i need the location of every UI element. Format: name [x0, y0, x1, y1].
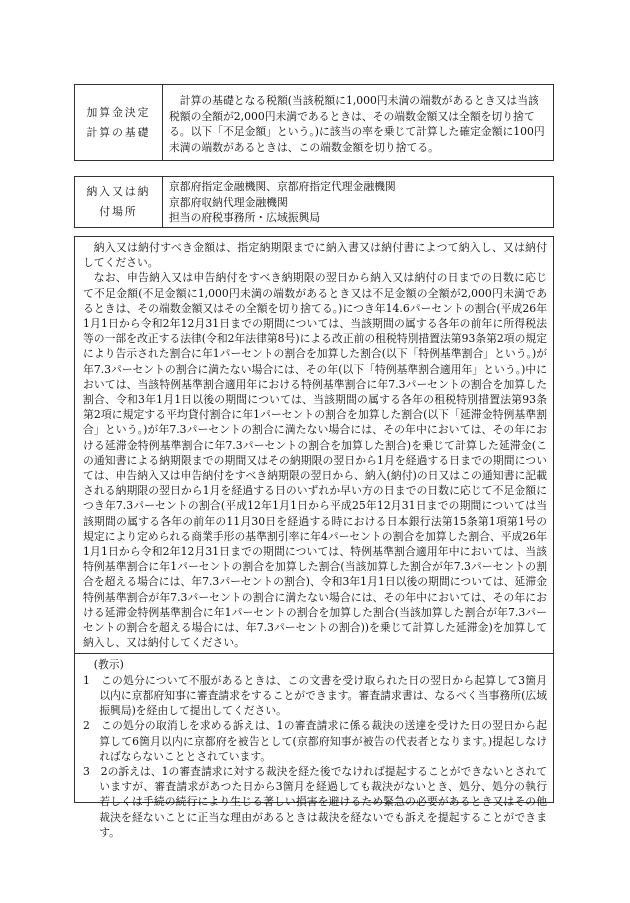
calc-basis-text: 計算の基礎となる税額(当該税額に1,000円未満の端数があるとき又は当該税額の全額が2,000円未満であるときは、その端数金額又は全額を切り捨てる。以下「不足金額」という。)に該当の率を乗じて計算した確定金額に100円未満の端数があるときは、この端数金額を切り捨てる。: [169, 94, 545, 154]
calc-basis-label: 加算金決定計算の基礎: [75, 85, 163, 160]
notice-item-1: 1 この処分について不服があるときは、この文書を受け取られた日の翌日から起算して3箇月以内に京都府知事に審査請求をすることができます。審査請求書は、なるべく当事務所(広域振興局)を経由して提出してください。: [83, 673, 547, 718]
notice-section: [75, 653, 553, 839]
payment-place-line: 担当の府税事務所・広域振興局: [169, 211, 321, 224]
payment-place-label: 納入又は納付場所: [75, 177, 163, 227]
instructions-box: [74, 236, 554, 839]
instructions-section: [75, 237, 553, 650]
payment-place-list: [163, 177, 553, 227]
payment-place-line: 京都府指定金融機関、京都府指定代理金融機関: [169, 180, 396, 193]
instructions-paragraph-2: なお、申告納入又は申告納付をすべき納期限の翌日から納入又は納付の日までの日数に応じて不足金額(不足金額に1,000円未満の端数があるとき又は不足金額の全額が2,000円未満であるときは、その端数金額又はその全額を切り捨てる。)につき年14.6パーセントの割合(平成26年1月1日から令和2年12月31日までの期間については、当該期間の属する各年の前年に所得税法等の一部を改正する法律(令和2年法律第8号)による改正前の租税特別措置法第93条第2項の規定により告示された割合に年1パーセントの割合を加算した割合(以下「特例基準割合」という。)が年7.3パーセントの割合に満たない場合には、その年(以下「特例基準割合適用年」という。)中においては、当該特例基準割合適用年における特例基準割合に年7.3パーセントの割合を加算した割合、令和3年1月1日以後の期間については、当該期間の属する各年の租税特別措置法第93条第2項に規定する平均貸付割合に年1パーセントの割合を加算した割合(以下「延滞金特例基準割合」という。)が年7.3パーセントの割合に満たない場合には、その年中においては、その年における延滞金特例基準割合に年7.3パーセントの割合を加算した割合)を乗じて計算した延滞金(この通知書による納期限までの期間又はその納期限の翌日から1月を経過する日までの期間については、申告納入又は申告納付をすべき納期限の翌日から、納入(納付)の日又はこの通知書に記載される納期限の翌日から1月を経過する日のいずれか早い方の日までの日数に応じて不足金額につき年7.3パーセントの割合(平成12年1月1日から平成25年12月31日までの期間については当該期間の属する各年の前年の11月30日を経過する時における日本銀行法第15条第1項第1号の規定により定められる商業手形の基準割引率に年4パーセントの割合を加算した割合、平成26年1月1日から令和2年12月31日までの期間については、特例基準割合適用年中においては、当該特例基準割合に年1パーセントの割合を加算した割合(当該加算した割合が年7.3パーセントの割合を超える場合には、年7.3パーセントの割合)、令和3年1月1日以後の期間については、延滞金特例基準割合が年7.3パーセントの割合に満たない場合には、その年中においては、その年における延滞金特例基準割合に年1パーセントの割合を加算した割合(当該加算した割合が年7.3パーセントの割合を超える場合には、年7.3パーセントの割合))を乗じて計算した延滞金)を加算して納入し、又は納付してください。: [83, 271, 547, 650]
notice-item-3: 3 2の訴えは、1の審査請求に対する裁決を経た後でなければ提起することができないとされていますが、審査請求があつた日から3箇月を経過しても裁決がないとき、処分、処分の執行若しくは手続の続行により生じる著しい損害を避けるため緊急の必要があるとき又はその他裁決を経ないことに正当な理由があるときは裁決を経ないでも訴えを提起することができます。: [83, 764, 547, 839]
notice-title: (教示): [93, 658, 124, 672]
payment-place-line: 京都府収納代理金融機関: [169, 195, 288, 209]
notice-item-2: 2 この処分の取消しを求める訴えは、1の審査請求に係る裁決の送達を受けた日の翌日から起算して6箇月以内に京都府を被告として(京都府知事が被告の代表者となります。)提起しなければならないこととされています。: [83, 719, 547, 763]
calc-basis-box: [74, 84, 554, 161]
instructions-paragraph-1: 納入又は納付すべき金額は、指定納期限までに納入書又は納付書によつて納入し、又は納付してください。: [83, 241, 547, 270]
payment-place-box: [74, 176, 554, 228]
